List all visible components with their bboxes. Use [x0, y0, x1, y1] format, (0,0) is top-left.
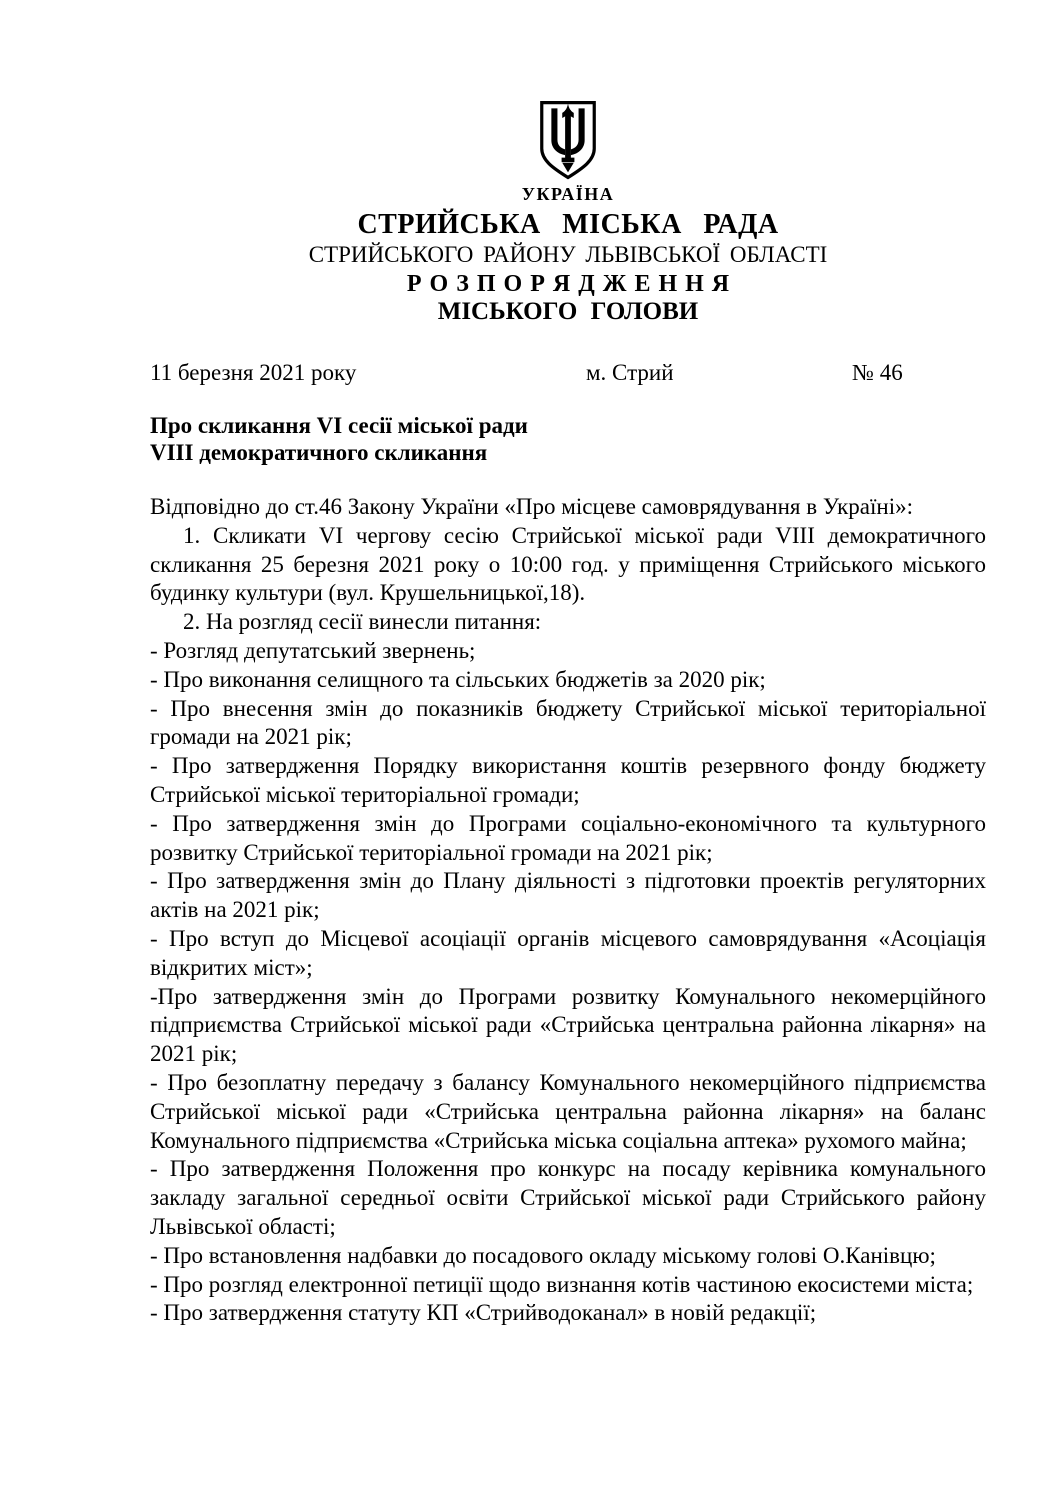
agenda-item: - Про безоплатну передачу з балансу Комунального некомерційного підприємства Стрийської міської ради «Стрийська центральна районна лікарня» на баланс Комунального підприємства «Стрийська міська соціальна аптека» рухомого майна; [150, 1069, 986, 1153]
agenda-item: - Про вступ до Місцевої асоціації органів місцевого самоврядування «Асоціація відкритих міст»; [150, 925, 986, 980]
agenda-item: - Про виконання селищного та сільських бюджетів за 2020 рік; [150, 666, 766, 692]
body-text [150, 493, 986, 1328]
subject-line-1: Про скликання VI сесії міської ради [150, 413, 528, 438]
agenda-item: - Про внесення змін до показників бюджету Стрийської міської територіальної громади на 2021 рік; [150, 695, 986, 750]
document-author-title: МІСЬКОГО ГОЛОВИ [437, 298, 699, 325]
agenda-item: - Про затвердження змін до Плану діяльності з підготовки проектів регуляторних актів на 2021 рік; [150, 868, 986, 923]
document-number: № 46 [852, 360, 903, 385]
agenda-item: - Про затвердження Положення про конкурс на посаду керівника комунального закладу загальної середньої освіти Стрийської міської ради Стрийського району Львівської області; [150, 1156, 986, 1239]
meta-line [150, 358, 986, 387]
intro-paragraph: Відповідно до ст.46 Закону України «Про місцеве самоврядування в Україні»: [150, 494, 913, 519]
subject-block [150, 412, 986, 466]
document-place: м. Стрий [586, 360, 674, 385]
ukraine-trident-icon [536, 100, 600, 182]
agenda-item: - Про розгляд електронної петиції щодо визнання котів частиною екосистеми міста; [150, 1271, 974, 1297]
point-1: 1. Скликати VI чергову сесію Стрийської міської ради VIII демократичного скликання 25 березня 2021 року о 10:00 год. у приміщення Стрийського міського будинку культури (вул. Крушельницької,18). [150, 522, 986, 606]
point-2: 2. На розгляд сесії винесли питання: [183, 609, 542, 635]
country-label: УКРАЇНА [521, 184, 615, 204]
emblem-wrap [150, 0, 986, 182]
document-date: 11 березня 2021 року [150, 360, 357, 385]
district-name: СТРИЙСЬКОГО РАЙОНУ ЛЬВІВСЬКОЇ ОБЛАСТІ [308, 242, 828, 267]
document-header [150, 0, 986, 326]
subject-line-2: VIII демократичного скликання [150, 440, 488, 465]
agenda-item: - Про затвердження статуту КП «Стрийводоканал» в новій редакції; [150, 1300, 817, 1326]
agenda-item: - Про затвердження Порядку використання коштів резервного фонду бюджету Стрийської міської територіальної громади; [150, 753, 986, 807]
document-type-title: Р О З П О Р Я Д Ж Е Н Н Я [406, 271, 730, 297]
agenda-item: -Про затвердження змін до Програми розвитку Комунального некомерційного підприємства Стрийської міської ради «Стрийська центральна районна лікарня» на 2021 рік; [150, 983, 986, 1067]
agenda-item: - Про встановлення надбавки до посадового окладу міському голові О.Канівцю; [150, 1242, 936, 1268]
agenda-item: - Про затвердження змін до Програми соціально-економічного та культурного розвитку Стрийської територіальної громади на 2021 рік; [150, 810, 986, 865]
council-name: СТРИЙСЬКА МІСЬКА РАДА [357, 209, 779, 240]
agenda-item: - Розгляд депутатський звернень; [150, 637, 476, 663]
